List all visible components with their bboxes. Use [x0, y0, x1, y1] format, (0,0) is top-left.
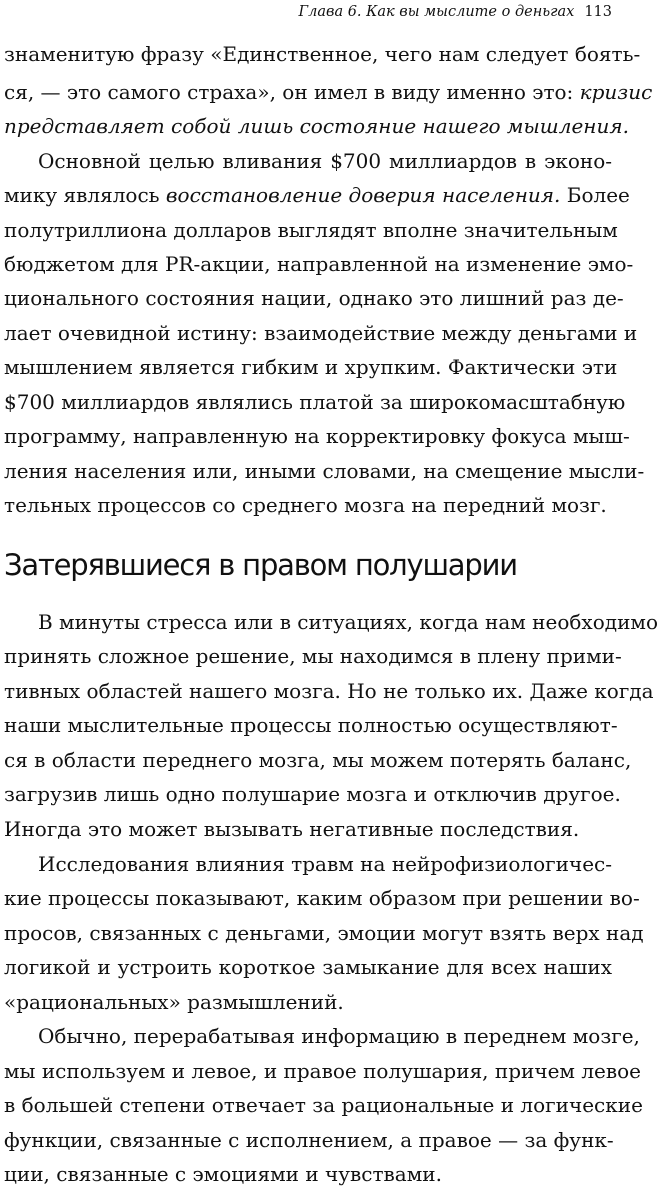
text-line: [4, 1088, 643, 1122]
text-span: знаменитую фразу «Единственное, чего нам следует боять-: [4, 42, 641, 66]
text-span: тельных процессов со среднего мозга на передний мозг.: [4, 493, 607, 517]
text-line: [4, 1123, 612, 1157]
text-span: ления населения или, иными словами, на смещение мысли-: [4, 459, 645, 483]
text-line: [4, 743, 632, 777]
text-line: [4, 639, 622, 673]
text-span: полутриллиона долларов выглядят вполне значительным: [4, 218, 618, 242]
text-line: [4, 916, 644, 950]
text-span: ционального состояния нации, однако это лишний раз де-: [4, 286, 624, 310]
text-line: [4, 247, 634, 281]
text-span: тивных областей нашего мозга. Но не только их. Даже когда: [4, 679, 654, 703]
text-line: [4, 454, 645, 488]
italic-text: представляет собой лишь состояние нашего мышления.: [4, 114, 629, 138]
text-span: ся в области переднего мозга, мы можем потерять баланс,: [4, 748, 632, 772]
text-line: [4, 985, 612, 1019]
text-line: [4, 1054, 642, 1088]
text-span: мику являлось: [4, 183, 166, 207]
text-span: загрузив лишь одно полушарие мозга и отключив другое.: [4, 782, 621, 806]
text-span: просов, связанных с деньгами, эмоции могут взять верх над: [4, 921, 644, 945]
text-line: [4, 950, 612, 984]
text-span: ся, — это самого страха», он имел в виду именно это:: [4, 80, 580, 104]
text-span: мышлением является гибким и хрупким. Фактически эти: [4, 355, 618, 379]
text-line: [4, 109, 629, 143]
text-line: [4, 881, 640, 915]
text-line: [4, 419, 630, 453]
text-line: [38, 605, 658, 639]
text-span: логикой и устроить короткое замыкание для всех наших: [4, 955, 612, 979]
text-line: [38, 144, 612, 178]
text-span: принять сложное решение, мы находимся в плену прими-: [4, 644, 622, 668]
text-span: лает очевидной истину: взаимодействие между деньгами и: [4, 321, 638, 345]
text-span: Более: [560, 183, 630, 207]
text-span: «рациональных» размышлений.: [4, 990, 344, 1014]
text-span: наши мыслительные процессы полностью осуществляют-: [4, 713, 618, 737]
text-span: В минуты стресса или в ситуациях, когда нам необходимо: [38, 610, 658, 634]
text-line: [4, 75, 653, 109]
italic-text: восстановление доверия населения.: [165, 183, 561, 207]
text-span: Обычно, перерабатывая информацию в переднем мозге,: [38, 1024, 640, 1048]
page-number: 113: [584, 4, 612, 20]
text-line: [4, 708, 618, 742]
text-span: Основной целью вливания $700 миллиардов в эконо-: [38, 149, 612, 173]
text-line: [4, 488, 612, 522]
text-line: [4, 316, 638, 350]
text-span: в большей степени отвечает за рациональные и логические: [4, 1093, 643, 1117]
text-line: [4, 213, 618, 247]
text-line: [4, 777, 621, 811]
text-line: [4, 350, 618, 384]
text-line: [4, 674, 654, 708]
text-span: $700 миллиардов являлись платой за широкомасштабную: [4, 390, 626, 414]
text-line: [4, 37, 641, 71]
text-line: [4, 385, 626, 419]
text-span: ции, связанные с эмоциями и чувствами.: [4, 1162, 442, 1186]
text-span: мы используем и левое, и правое полушария, причем левое: [4, 1059, 642, 1083]
text-span: функции, связанные с исполнением, а правое — за функ-: [4, 1128, 614, 1152]
section-heading: Затерявшиеся в правом полушарии: [4, 548, 517, 582]
text-span: кие процессы показывают, каким образом при решении во-: [4, 886, 640, 910]
text-span: бюджетом для PR-акции, направленной на изменение эмо-: [4, 252, 634, 276]
text-line: [38, 847, 612, 881]
italic-text: кризис: [579, 80, 653, 104]
text-line: [4, 812, 612, 846]
text-span: Исследования влияния травм на нейрофизиологичес-: [38, 852, 612, 876]
chapter-title: Глава 6. Как вы мыслите о деньгах: [298, 4, 575, 20]
text-line: [4, 281, 624, 315]
text-span: программу, направленную на корректировку фокуса мыш-: [4, 424, 630, 448]
running-head: [299, 4, 612, 20]
text-line: [4, 1157, 612, 1191]
text-line: [4, 178, 630, 212]
text-line: [38, 1019, 640, 1053]
text-span: Иногда это может вызывать негативные последствия.: [4, 817, 580, 841]
